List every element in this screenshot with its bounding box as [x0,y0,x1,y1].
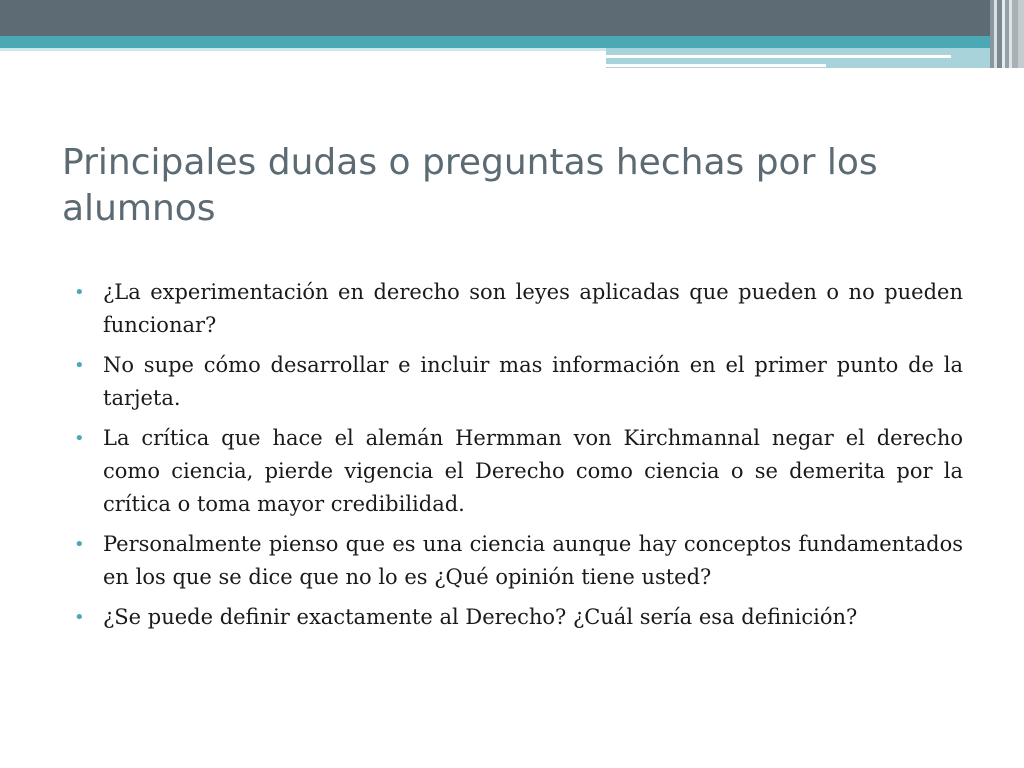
list-item-text: Personalmente pienso que es una ciencia aunque hay conceptos fundamentados en los que se dice que no lo es ¿Qué opinión tiene usted? [103,532,963,589]
list-item-text: ¿La experimentación en derecho son leyes aplicadas que pueden o no pueden funcionar? [103,280,963,337]
bullet-icon: • [74,607,85,628]
list-item [74,528,963,594]
header-banner-light-left [0,48,606,51]
header-banner-line [606,55,951,58]
list-item [74,276,963,342]
list-item [74,601,963,634]
list-item-text: La crítica que hace el alemán Hermman von Kirchmannal negar el derecho como ciencia, pierde vigencia el Derecho como ciencia o se demerita por la crítica o toma mayor credibilidad. [103,426,963,516]
bullet-icon: • [74,355,85,376]
list-item [74,349,963,415]
bullet-icon: • [74,282,85,303]
list-item [74,422,963,521]
list-item-text: No supe cómo desarrollar e incluir mas información en el primer punto de la tarjeta. [103,353,963,410]
slide-title: Principales dudas o preguntas hechas por los alumnos [62,142,878,229]
header-banner-dark [0,0,1024,36]
bullet-icon: • [74,534,85,555]
list-item-text: ¿Se puede definir exactamente al Derecho? ¿Cuál sería esa definición? [103,605,858,629]
bullet-list [74,276,963,641]
header-banner-teal [0,36,1024,48]
header-banner-line [606,64,826,67]
bullet-icon: • [74,428,85,449]
header-banner-stripes [990,0,1024,68]
